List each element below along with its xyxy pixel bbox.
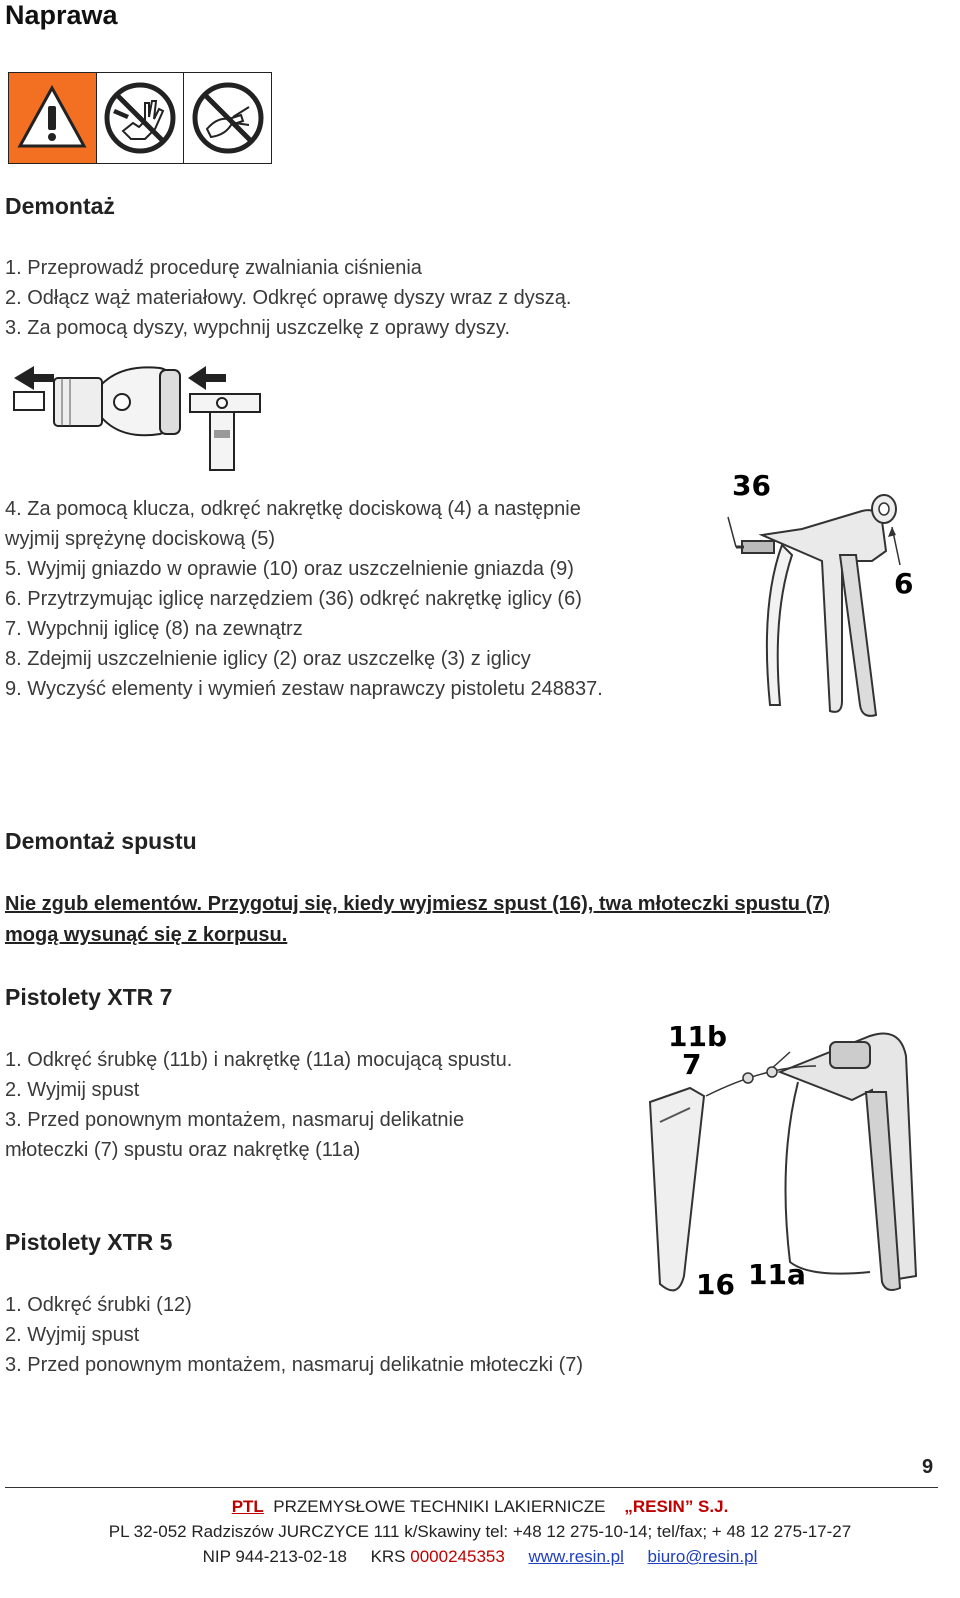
xtr5-step-3: 3. Przed ponownym montażem, nasmaruj delikatnie młoteczki (7) bbox=[5, 1354, 584, 1376]
gun-figure-needle bbox=[722, 465, 932, 725]
warning-line-1: Nie zgub elementów. Przygotuj się, kiedy wyjmiesz spust (16), twa młoteczki spustu (7) bbox=[5, 893, 831, 915]
xtr5-step-1: 1. Odkręć śrubki (12) bbox=[5, 1294, 192, 1316]
callout-7: 7 bbox=[682, 1048, 702, 1081]
footer-divider bbox=[5, 1487, 938, 1488]
section-heading-demontaz: Demontaż bbox=[5, 193, 115, 219]
step-5: 5. Wyjmij gniazdo w oprawie (10) oraz uszczelnienie gniazda (9) bbox=[5, 558, 574, 580]
left-arrow-icon bbox=[14, 366, 54, 390]
nut-part-icon bbox=[872, 495, 896, 523]
callout-11a: 11a bbox=[748, 1258, 806, 1291]
no-injection-icon bbox=[184, 73, 271, 163]
step-4: 4. Za pomocą klucza, odkręć nakrętkę dociskową (4) a następnie bbox=[5, 498, 581, 520]
footer-email-link[interactable]: biuro@resin.pl bbox=[647, 1547, 758, 1566]
footer-krs-value: 0000245353 bbox=[410, 1547, 505, 1566]
section-heading-demontaz-spustu: Demontaż spustu bbox=[5, 828, 197, 854]
section-heading-xtr5: Pistolety XTR 5 bbox=[5, 1229, 173, 1255]
footer-website-link[interactable]: www.resin.pl bbox=[528, 1547, 624, 1566]
footer-company: PRZEMYSŁOWE TECHNIKI LAKIERNICZE bbox=[273, 1497, 606, 1516]
safety-icons bbox=[8, 72, 272, 164]
footer-krs-label: KRS bbox=[370, 1547, 406, 1566]
xtr7-step-1: 1. Odkręć śrubkę (11b) i nakrętkę (11a) mocującą spustu. bbox=[5, 1049, 513, 1071]
footer-line-3 bbox=[0, 1547, 960, 1567]
step-3: 3. Za pomocą dyszy, wypchnij uszczelkę z oprawy dyszy. bbox=[5, 317, 510, 339]
xtr7-step-2: 2. Wyjmij spust bbox=[5, 1079, 140, 1101]
step-1: 1. Przeprowadź procedurę zwalniania ciśnienia bbox=[5, 257, 422, 279]
no-hand-icon bbox=[97, 73, 185, 163]
step-4-cont: wyjmij sprężynę dociskową (5) bbox=[5, 528, 276, 550]
step-6: 6. Przytrzymując iglicę narzędziem (36) odkręć nakrętkę iglicy (6) bbox=[5, 588, 582, 610]
footer-ptl: PTL bbox=[231, 1497, 264, 1516]
section-heading-xtr7: Pistolety XTR 7 bbox=[5, 984, 173, 1010]
callout-11b: 11b bbox=[668, 1020, 728, 1053]
nozzle-figure bbox=[10, 360, 272, 475]
step-7: 7. Wypchnij iglicę (8) na zewnątrz bbox=[5, 618, 303, 640]
step-8: 8. Zdejmij uszczelnienie iglicy (2) oraz uszczelkę (3) z iglicy bbox=[5, 648, 531, 670]
warning-line-2: mogą wysunąć się z korpusu. bbox=[5, 924, 288, 946]
callout-16: 16 bbox=[696, 1268, 735, 1301]
page-number: 9 bbox=[922, 1456, 934, 1478]
footer-brand: „RESIN” S.J. bbox=[624, 1497, 729, 1516]
right-arrow-icon bbox=[188, 366, 226, 390]
page-title: Naprawa bbox=[5, 0, 118, 30]
step-9: 9. Wyczyść elementy i wymień zestaw naprawczy pistoletu 248837. bbox=[5, 678, 603, 700]
xtr5-step-2: 2. Wyjmij spust bbox=[5, 1324, 140, 1346]
footer-line-1 bbox=[0, 1497, 960, 1517]
xtr7-step-3: 3. Przed ponownym montażem, nasmaruj delikatnie bbox=[5, 1109, 465, 1131]
warning-triangle-icon bbox=[9, 73, 97, 163]
footer-nip: NIP 944-213-02-18 bbox=[202, 1547, 347, 1566]
callout-36: 36 bbox=[732, 469, 771, 502]
xtr7-step-3-cont: młoteczki (7) spustu oraz nakrętkę (11a) bbox=[5, 1139, 361, 1161]
callout-6: 6 bbox=[894, 567, 914, 600]
gun-figure-trigger bbox=[630, 1012, 930, 1312]
footer-address: PL 32-052 Radziszów JURCZYCE 111 k/Skawiny tel: +48 12 275-10-14; tel/fax; + 48 12 275-17-27 bbox=[108, 1522, 852, 1541]
step-2: 2. Odłącz wąż materiałowy. Odkręć oprawę dyszy wraz z dyszą. bbox=[5, 287, 572, 309]
